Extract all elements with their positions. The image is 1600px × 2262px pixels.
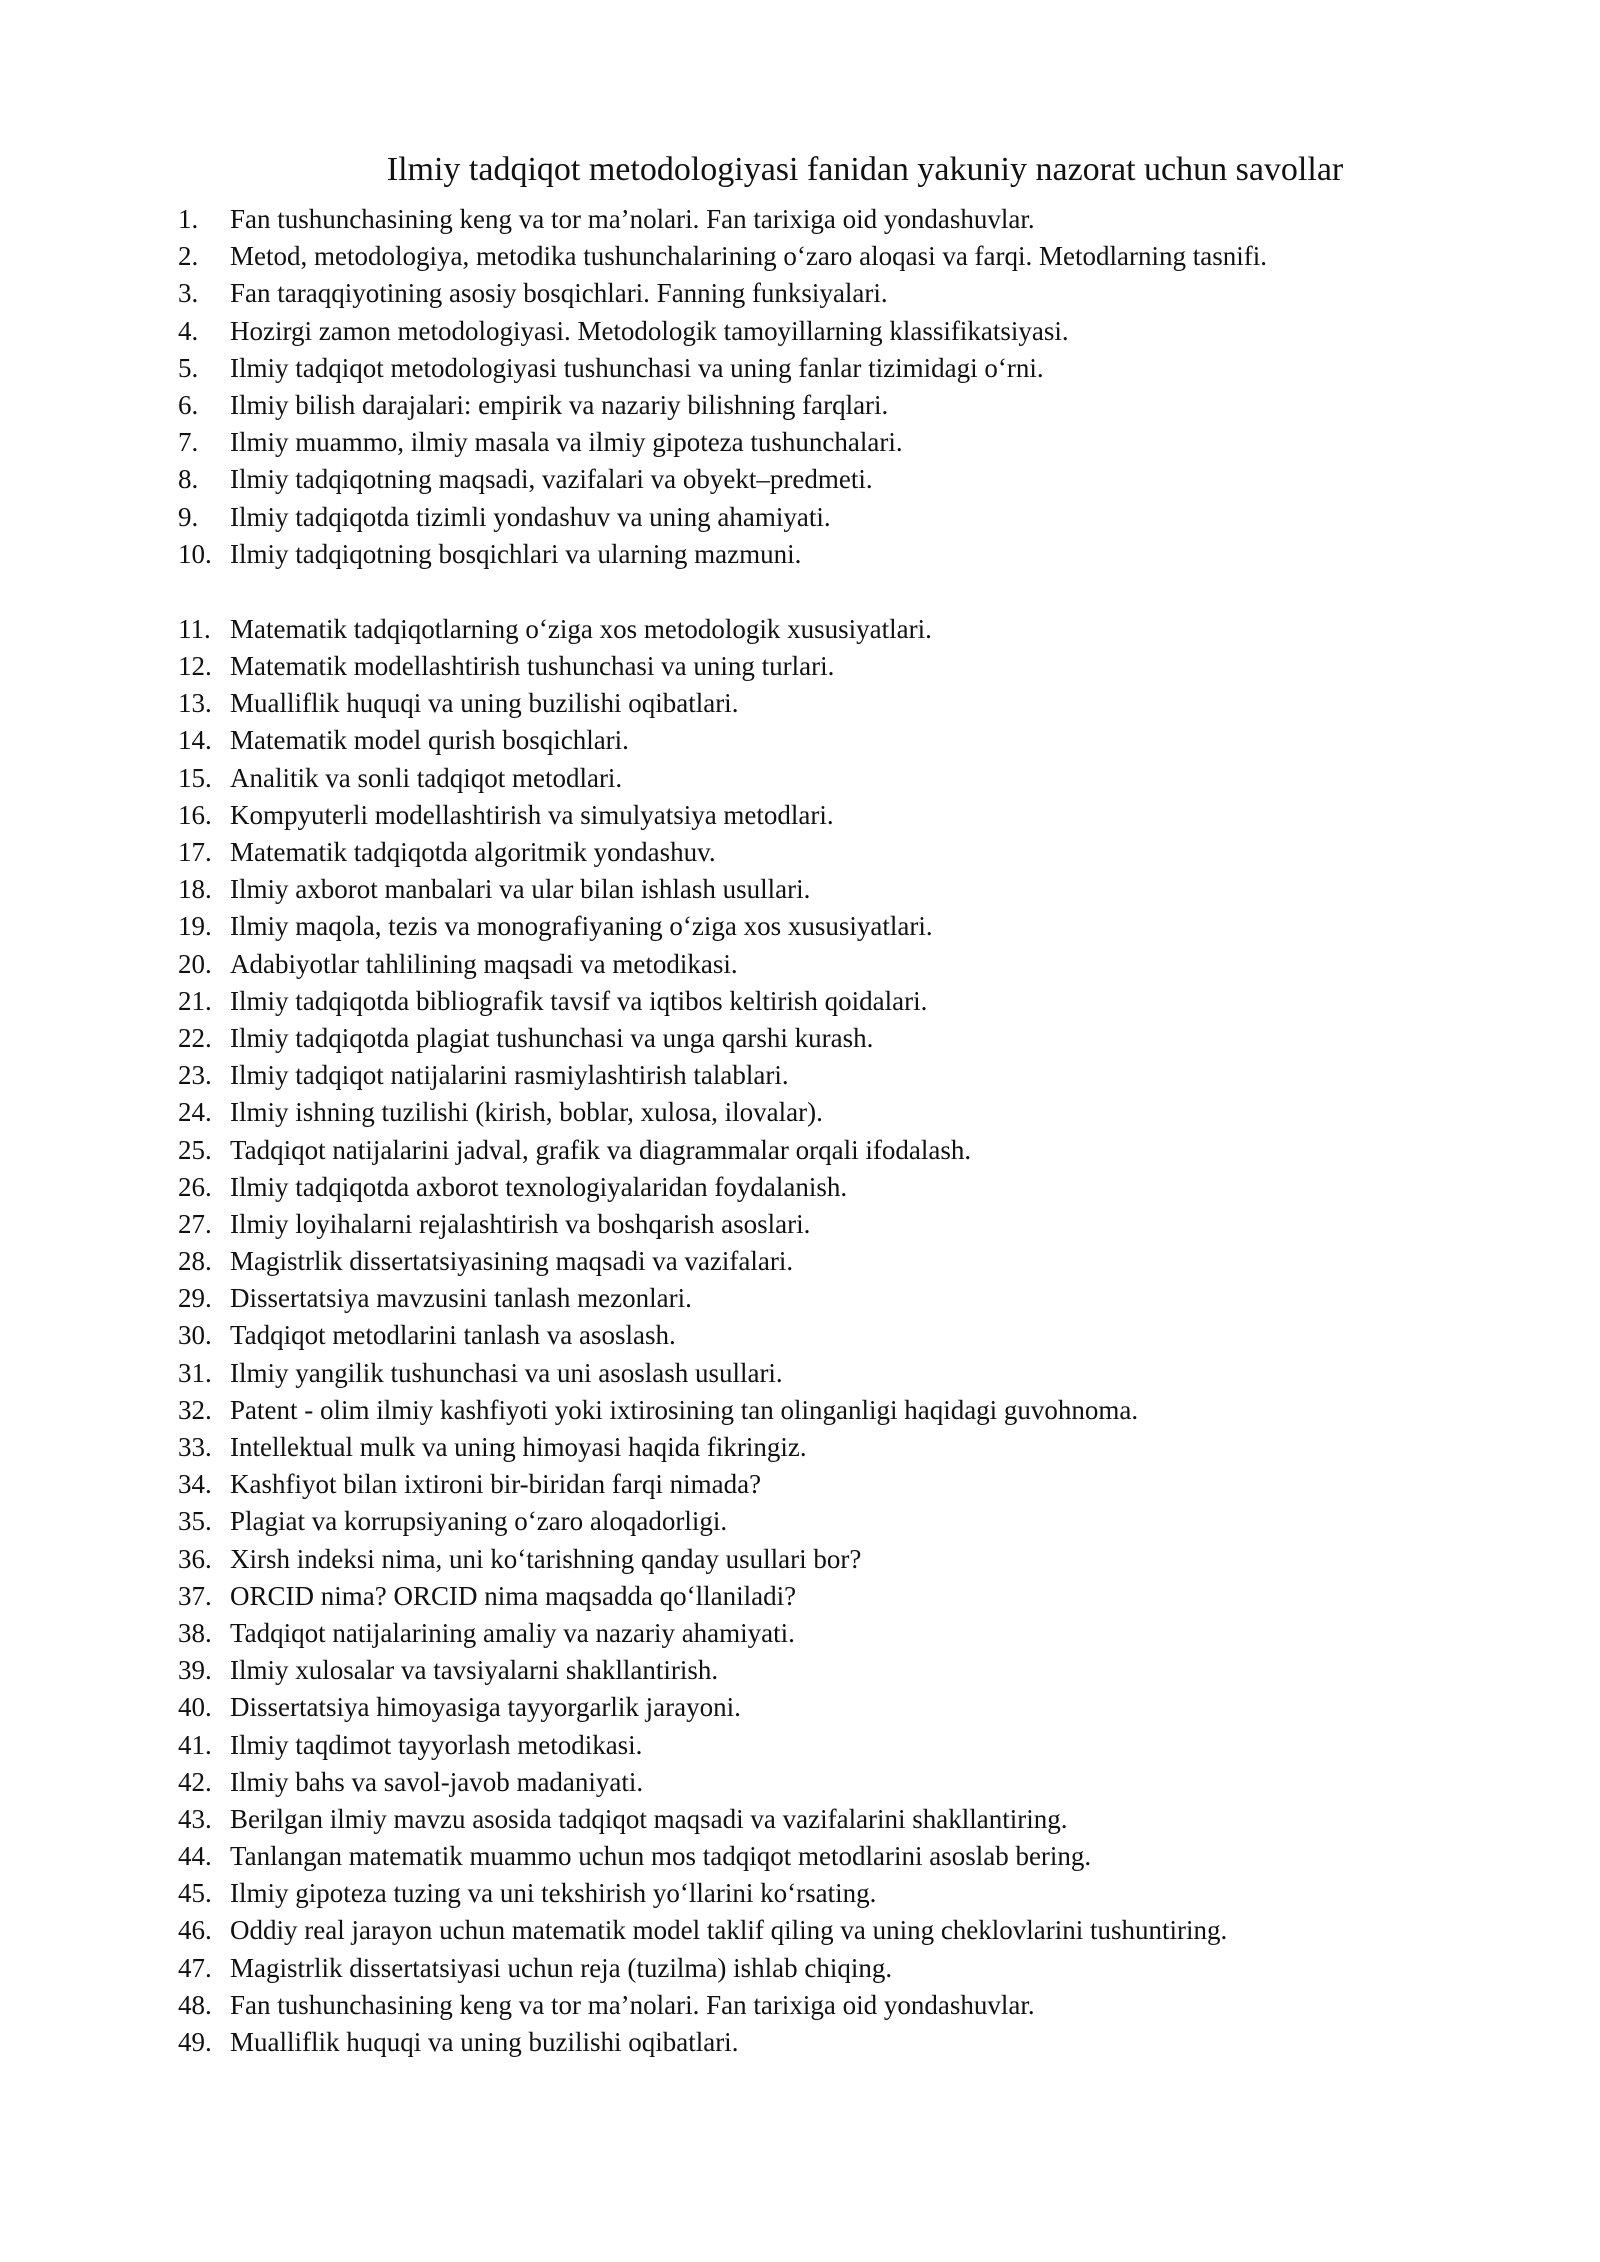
question-text: Ilmiy ishning tuzilishi (kirish, boblar, xulosa, ilovalar). xyxy=(230,1097,823,1128)
question-number: 8. xyxy=(178,464,199,495)
question-number: 31. xyxy=(178,1357,212,1388)
question-number: 20. xyxy=(178,948,212,979)
question-number: 3. xyxy=(178,278,199,309)
question-text: Tadqiqot natijalarini jadval, grafik va diagrammalar orqali ifodalash. xyxy=(230,1134,972,1165)
question-item xyxy=(178,1727,1478,1764)
question-item xyxy=(178,1429,1478,1466)
question-number: 27. xyxy=(178,1208,212,1239)
question-item xyxy=(178,1094,1478,1131)
question-number: 30. xyxy=(178,1320,212,1351)
question-item xyxy=(178,983,1478,1020)
question-item xyxy=(178,1280,1478,1317)
question-item xyxy=(178,1875,1478,1912)
question-item xyxy=(178,908,1478,945)
question-item xyxy=(178,1466,1478,1503)
question-text: Ilmiy bilish darajalari: empirik va nazariy bilishning farqlari. xyxy=(230,389,889,420)
question-item xyxy=(178,387,1478,424)
question-text: Matematik model qurish bosqichlari. xyxy=(230,725,629,756)
question-item xyxy=(178,1503,1478,1540)
question-text: Ilmiy tadqiqot natijalarini rasmiylashtirish talablari. xyxy=(230,1060,789,1091)
question-text: Mualliflik huquqi va uning buzilishi oqibatlari. xyxy=(230,2027,739,2057)
question-text: Ilmiy taqdimot tayyorlash metodikasi. xyxy=(230,1729,643,1760)
question-number: 4. xyxy=(178,315,199,346)
question-list xyxy=(178,201,1478,2061)
question-number: 17. xyxy=(178,837,212,867)
question-item xyxy=(178,1950,1478,1987)
question-text: Xirsh indeksi nima, uni ko‘tarishning qanday usullari bor? xyxy=(230,1543,862,1574)
question-item xyxy=(178,1764,1478,1801)
question-item xyxy=(178,1801,1478,1838)
question-item xyxy=(178,201,1478,238)
question-item xyxy=(178,1020,1478,1057)
question-text: Intellektual mulk va uning himoyasi haqida fikringiz. xyxy=(230,1432,807,1462)
question-number: 7. xyxy=(178,427,199,458)
question-number: 28. xyxy=(178,1246,212,1277)
question-number: 19. xyxy=(178,911,212,942)
question-text: Tadqiqot natijalarining amaliy va nazariy ahamiyati. xyxy=(230,1617,795,1648)
question-item xyxy=(178,1317,1478,1354)
question-text: Magistrlik dissertatsiyasining maqsadi va vazifalari. xyxy=(230,1246,794,1277)
question-text: Ilmiy muammo, ilmiy masala va ilmiy gipoteza tushunchalari. xyxy=(230,427,903,458)
question-number: 39. xyxy=(178,1655,212,1686)
question-item xyxy=(178,1578,1478,1615)
question-number: 48. xyxy=(178,1989,212,2020)
question-item xyxy=(178,350,1478,387)
question-number: 43. xyxy=(178,1803,212,1834)
question-text: Tanlangan matematik muammo uchun mos tadqiqot metodlarini asoslab bering. xyxy=(230,1841,1092,1872)
question-item xyxy=(178,2024,1478,2061)
question-number: 6. xyxy=(178,389,199,420)
question-number: 9. xyxy=(178,501,199,532)
question-text: Dissertatsiya himoyasiga tayyorgarlik jarayoni. xyxy=(230,1692,741,1723)
question-text: Ilmiy axborot manbalari va ular bilan ishlash usullari. xyxy=(230,874,811,905)
question-number: 5. xyxy=(178,352,199,383)
question-number: 24. xyxy=(178,1097,212,1128)
question-number: 32. xyxy=(178,1394,212,1425)
question-text: Ilmiy tadqiqotda plagiat tushunchasi va unga qarshi kurash. xyxy=(230,1022,874,1053)
question-text: Ilmiy yangilik tushunchasi va uni asoslash usullari. xyxy=(230,1357,783,1388)
question-number: 38. xyxy=(178,1617,212,1648)
question-item xyxy=(178,1206,1478,1243)
question-text: Ilmiy xulosalar va tavsiyalarni shakllantirish. xyxy=(230,1655,719,1686)
question-text: ORCID nima? ORCID nima maqsadda qo‘llaniladi? xyxy=(230,1580,797,1611)
question-number: 33. xyxy=(178,1432,212,1462)
question-text: Adabiyotlar tahlilining maqsadi va metodikasi. xyxy=(230,948,738,979)
question-item xyxy=(178,797,1478,834)
question-text: Magistrlik dissertatsiyasi uchun reja (tuzilma) ishlab chiqing. xyxy=(230,1952,893,1983)
question-item xyxy=(178,461,1478,498)
question-number: 12. xyxy=(178,651,212,682)
question-text: Ilmiy gipoteza tuzing va uni tekshirish yo‘llarini ko‘rsating. xyxy=(230,1878,877,1909)
question-item xyxy=(178,1243,1478,1280)
question-number: 45. xyxy=(178,1878,212,1909)
question-item xyxy=(178,275,1478,312)
question-text: Oddiy real jarayon uchun matematik model taklif qiling va uning cheklovlarini tushuntiring. xyxy=(230,1915,1228,1946)
question-number: 23. xyxy=(178,1060,212,1091)
question-number: 36. xyxy=(178,1543,212,1574)
question-number: 35. xyxy=(178,1506,212,1537)
question-item xyxy=(178,1169,1478,1206)
question-item xyxy=(178,946,1478,983)
question-text: Ilmiy maqola, tezis va monografiyaning o‘ziga xos xususiyatlari. xyxy=(230,911,933,942)
question-number: 40. xyxy=(178,1692,212,1723)
question-item xyxy=(178,1652,1478,1689)
question-text: Ilmiy tadqiqotning maqsadi, vazifalari va obyekt–predmeti. xyxy=(230,464,873,495)
question-text: Metod, metodologiya, metodika tushunchalarining o‘zaro aloqasi va farqi. Metodlarning tasnifi. xyxy=(230,241,1267,272)
question-text: Kompyuterli modellashtirish va simulyatsiya metodlari. xyxy=(230,799,834,830)
question-text: Kashfiyot bilan ixtironi bir-biridan farqi nimada? xyxy=(230,1469,762,1500)
question-number: 13. xyxy=(178,688,212,719)
question-text: Ilmiy tadqiqotda bibliografik tavsif va iqtibos keltirish qoidalari. xyxy=(230,985,928,1016)
question-item xyxy=(178,611,1478,648)
question-item xyxy=(178,834,1478,871)
question-text: Matematik tadqiqotda algoritmik yondashuv. xyxy=(230,837,716,867)
question-item xyxy=(178,648,1478,685)
question-text: Tadqiqot metodlarini tanlash va asoslash. xyxy=(230,1320,676,1351)
question-item xyxy=(178,536,1478,573)
question-number: 37. xyxy=(178,1580,212,1611)
question-item xyxy=(178,499,1478,536)
question-text: Ilmiy tadqiqotning bosqichlari va ularning mazmuni. xyxy=(230,538,802,569)
question-item xyxy=(178,1132,1478,1169)
question-item xyxy=(178,1541,1478,1578)
question-number: 29. xyxy=(178,1283,212,1314)
question-item xyxy=(178,313,1478,350)
question-text: Berilgan ilmiy mavzu asosida tadqiqot maqsadi va vazifalarini shakllantiring. xyxy=(230,1803,1068,1834)
question-text: Fan tushunchasining keng va tor ma’nolari. Fan tarixiga oid yondashuvlar. xyxy=(230,1989,1035,2020)
question-text: Patent - olim ilmiy kashfiyoti yoki ixtirosining tan olinganligi haqidagi guvohnoma. xyxy=(230,1394,1139,1425)
question-text: Ilmiy tadqiqotda axborot texnologiyalaridan foydalanish. xyxy=(230,1171,848,1202)
question-text: Mualliflik huquqi va uning buzilishi oqibatlari. xyxy=(230,688,739,719)
question-item xyxy=(178,1912,1478,1949)
question-text: Matematik tadqiqotlarning o‘ziga xos metodologik xususiyatlari. xyxy=(230,613,932,644)
question-number: 14. xyxy=(178,725,212,756)
question-number: 41. xyxy=(178,1729,212,1760)
question-text: Fan tushunchasining keng va tor ma’nolari. Fan tarixiga oid yondashuvlar. xyxy=(230,204,1035,234)
question-number: 49. xyxy=(178,2027,212,2057)
question-text: Hozirgi zamon metodologiyasi. Metodologik tamoyillarning klassifikatsiyasi. xyxy=(230,315,1069,346)
question-number: 18. xyxy=(178,874,212,905)
question-text: Ilmiy tadqiqot metodologiyasi tushunchasi va uning fanlar tizimidagi o‘rni. xyxy=(230,352,1044,383)
question-number: 26. xyxy=(178,1171,212,1202)
question-item xyxy=(178,1057,1478,1094)
question-text: Plagiat va korrupsiyaning o‘zaro aloqadorligi. xyxy=(230,1506,728,1537)
document-title: Ilmiy tadqiqot metodologiyasi fanidan yakuniy nazorat uchun savollar xyxy=(386,151,1344,188)
question-number: 16. xyxy=(178,799,212,830)
question-number: 34. xyxy=(178,1469,212,1500)
question-number: 15. xyxy=(178,762,212,793)
question-item xyxy=(178,1838,1478,1875)
question-item xyxy=(178,685,1478,722)
question-number: 42. xyxy=(178,1766,212,1797)
question-text: Analitik va sonli tadqiqot metodlari. xyxy=(230,762,623,793)
question-text: Ilmiy loyihalarni rejalashtirish va boshqarish asoslari. xyxy=(230,1208,811,1239)
question-number: 46. xyxy=(178,1915,212,1946)
question-item xyxy=(178,1355,1478,1392)
question-item xyxy=(178,1615,1478,1652)
question-text: Fan taraqqiyotining asosiy bosqichlari. Fanning funksiyalari. xyxy=(230,278,888,309)
question-item xyxy=(178,1392,1478,1429)
question-number: 10. xyxy=(178,538,212,569)
question-number: 11. xyxy=(178,613,211,644)
question-number: 47. xyxy=(178,1952,212,1983)
question-number: 44. xyxy=(178,1841,212,1872)
question-item xyxy=(178,238,1478,275)
question-text: Dissertatsiya mavzusini tanlash mezonlari. xyxy=(230,1283,692,1314)
question-text: Ilmiy tadqiqotda tizimli yondashuv va uning ahamiyati. xyxy=(230,501,831,532)
question-number: 1. xyxy=(178,204,199,234)
question-number: 22. xyxy=(178,1022,212,1053)
question-number: 25. xyxy=(178,1134,212,1165)
question-number: 21. xyxy=(178,985,212,1016)
question-item xyxy=(178,871,1478,908)
question-text: Ilmiy bahs va savol-javob madaniyati. xyxy=(230,1766,644,1797)
question-number: 2. xyxy=(178,241,199,272)
question-item xyxy=(178,424,1478,461)
question-item xyxy=(178,760,1478,797)
question-item xyxy=(178,1987,1478,2024)
question-item xyxy=(178,1689,1478,1726)
question-item xyxy=(178,722,1478,759)
question-text: Matematik modellashtirish tushunchasi va uning turlari. xyxy=(230,651,835,682)
